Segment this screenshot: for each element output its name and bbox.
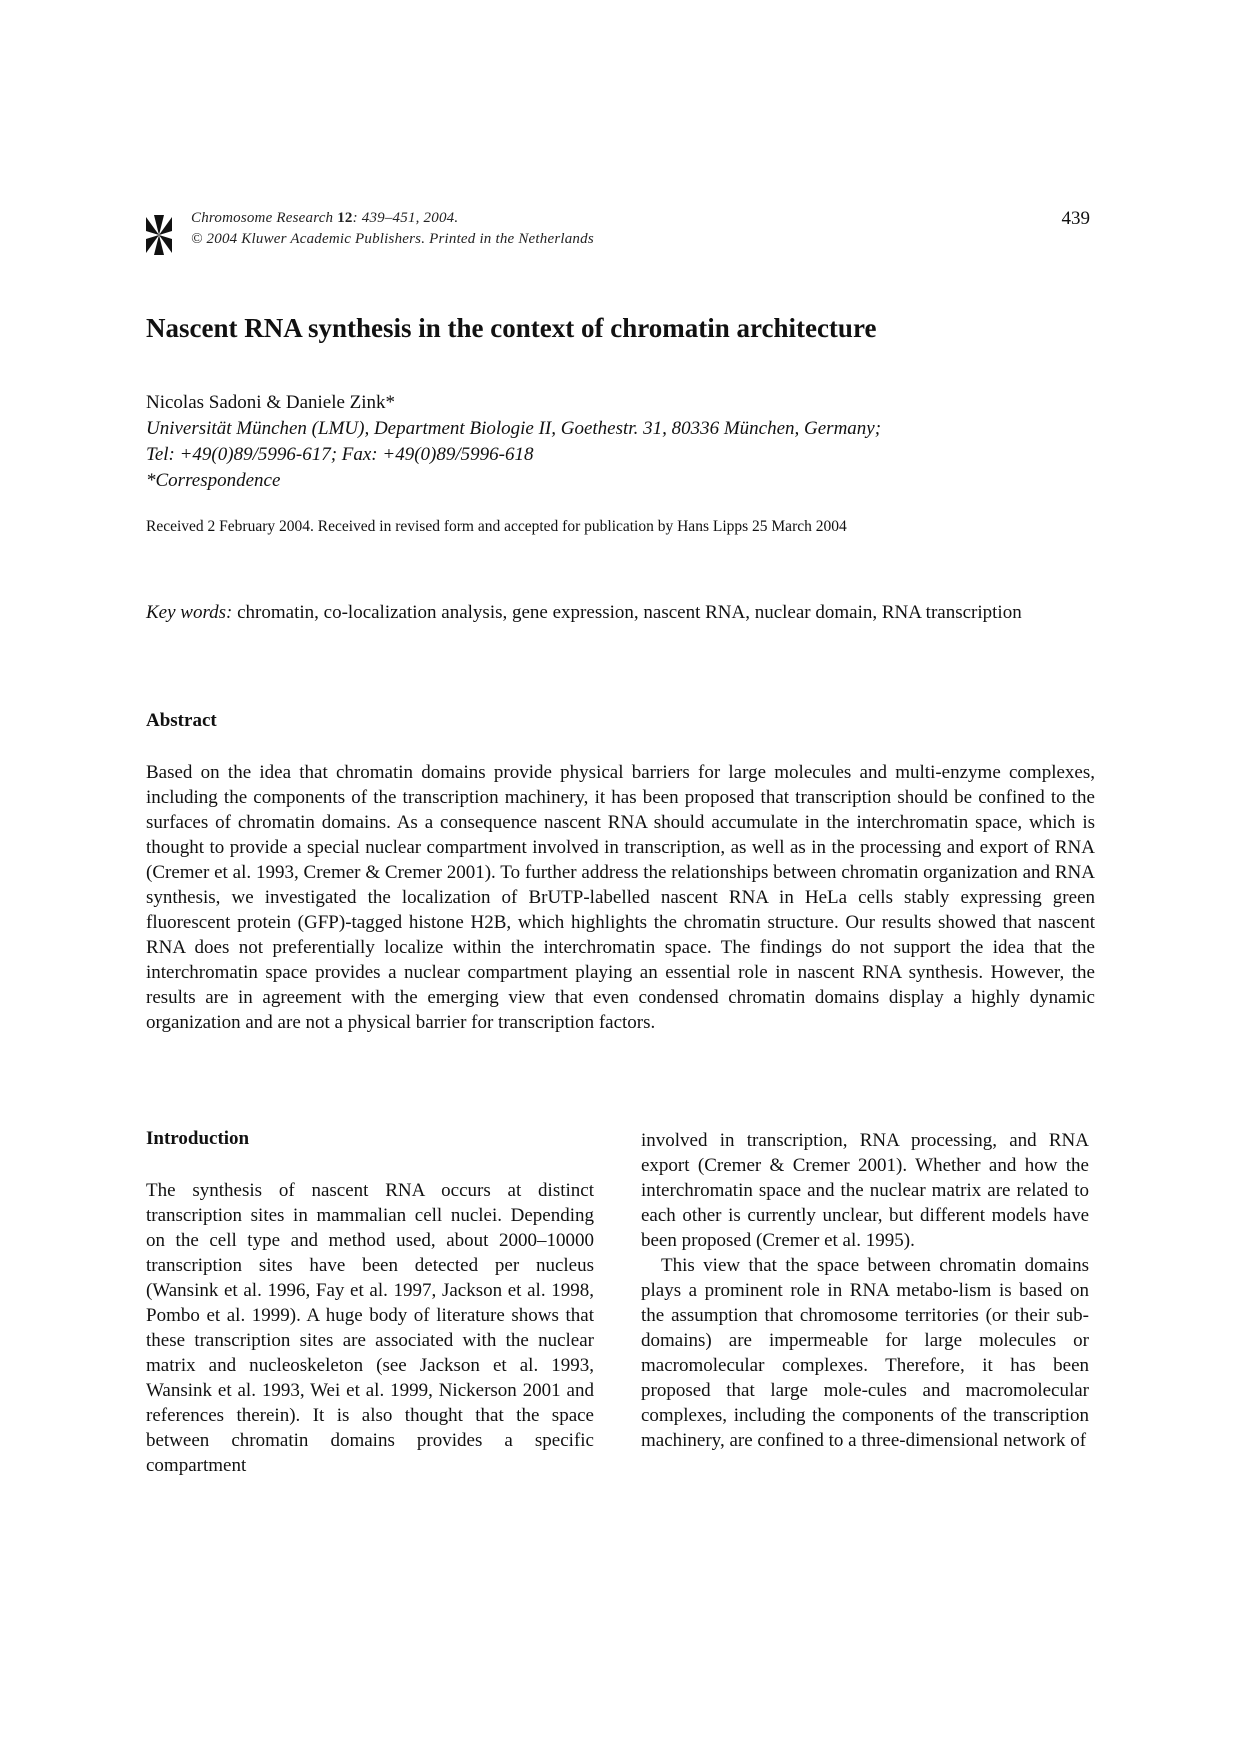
keywords-label: Key words:: [146, 602, 233, 623]
intro-paragraph-1: The synthesis of nascent RNA occurs at distinct transcription sites in mammalian cell nuclei. Depending on the cell type and method used, about 2000–10000 transcription sites have been detected per nucleus (Wansink et al. 1996, Fay et al. 1997, Jackson et al. 1998, Pombo et al. 1999). A huge body of literature shows that these transcription sites are associated with the nuclear matrix and nucleoskeleton (see Jackson et al. 1993, Wansink et al. 1993, Wei et al. 1999, Nickerson 2001 and references therein). It is also thought that the space between chromatin domains provides a specific compartment: [146, 1180, 594, 1476]
contact-info: Tel: +49(0)89/5996-617; Fax: +49(0)89/5996-618: [146, 444, 534, 465]
received-dates: Received 2 February 2004. Received in revised form and accepted for publication by Hans Lipps 25 March 2004: [146, 518, 847, 535]
publisher-logo-icon: [144, 213, 174, 257]
journal-citation: [191, 210, 458, 227]
journal-pages-year: : 439–451, 2004.: [352, 210, 459, 226]
copyright-line: © 2004 Kluwer Academic Publishers. Printed in the Netherlands: [191, 231, 594, 247]
intro-paragraph-1-continued: involved in transcription, RNA processing, and RNA export (Cremer & Cremer 2001). Whether and how the interchromatin space and the nuclear matrix are related to each other is currently unclear, but different models have been proposed (Cremer et al. 1995).: [641, 1130, 1089, 1251]
keywords: [146, 600, 1096, 625]
intro-paragraph-2: This view that the space between chromatin domains plays a prominent role in RNA metabo-lism is based on the assumption that chromosome territories (or their sub-domains) are impermeable for large molecules or macromolecular complexes. Therefore, it has been proposed that large mole-cules and macromolecular complexes, including the components of the transcription machinery, are confined to a three-dimensional network of: [641, 1255, 1089, 1451]
correspondence-note: *Correspondence: [146, 470, 281, 491]
introduction-heading: Introduction: [146, 1128, 250, 1149]
affiliation: Universität München (LMU), Department Biologie II, Goethestr. 31, 80336 München, Germany;: [146, 418, 882, 439]
authors: Nicolas Sadoni & Daniele Zink*: [146, 392, 396, 413]
article-title: Nascent RNA synthesis in the context of chromatin architecture: [146, 313, 877, 343]
keywords-text: chromatin, co-localization analysis, gene expression, nascent RNA, nuclear domain, RNA transcription: [237, 602, 1022, 623]
abstract-body: Based on the idea that chromatin domains provide physical barriers for large molecules and multi-enzyme complexes, including the components of the transcription machinery, it has been proposed that transcription should be confined to the surfaces of chromatin domains. As a consequence nascent RNA should accumulate in the interchromatin space, which is thought to provide a special nuclear compartment involved in transcription, as well as in the processing and export of RNA (Cremer et al. 1993, Cremer & Cremer 2001). To further address the relationships between chromatin organization and RNA synthesis, we investigated the localization of BrUTP-labelled nascent RNA in HeLa cells stably expressing green fluorescent protein (GFP)-tagged histone H2B, which highlights the chromatin structure. Our results showed that nascent RNA does not preferentially localize within the interchromatin space. The findings do not support the idea that the interchromatin space provides a nuclear compartment playing an essential role in nascent RNA synthesis. However, the results are in agreement with the emerging view that even condensed chromatin domains display a highly dynamic organization and are not a physical barrier for transcription factors.: [146, 762, 1095, 1033]
abstract-heading: Abstract: [146, 710, 217, 731]
intro-left-column: [146, 1178, 594, 1478]
intro-right-column: [641, 1128, 1089, 1453]
journal-volume: 12: [337, 210, 353, 226]
page-number: 439: [1061, 208, 1090, 229]
journal-name: Chromosome Research: [191, 210, 334, 226]
